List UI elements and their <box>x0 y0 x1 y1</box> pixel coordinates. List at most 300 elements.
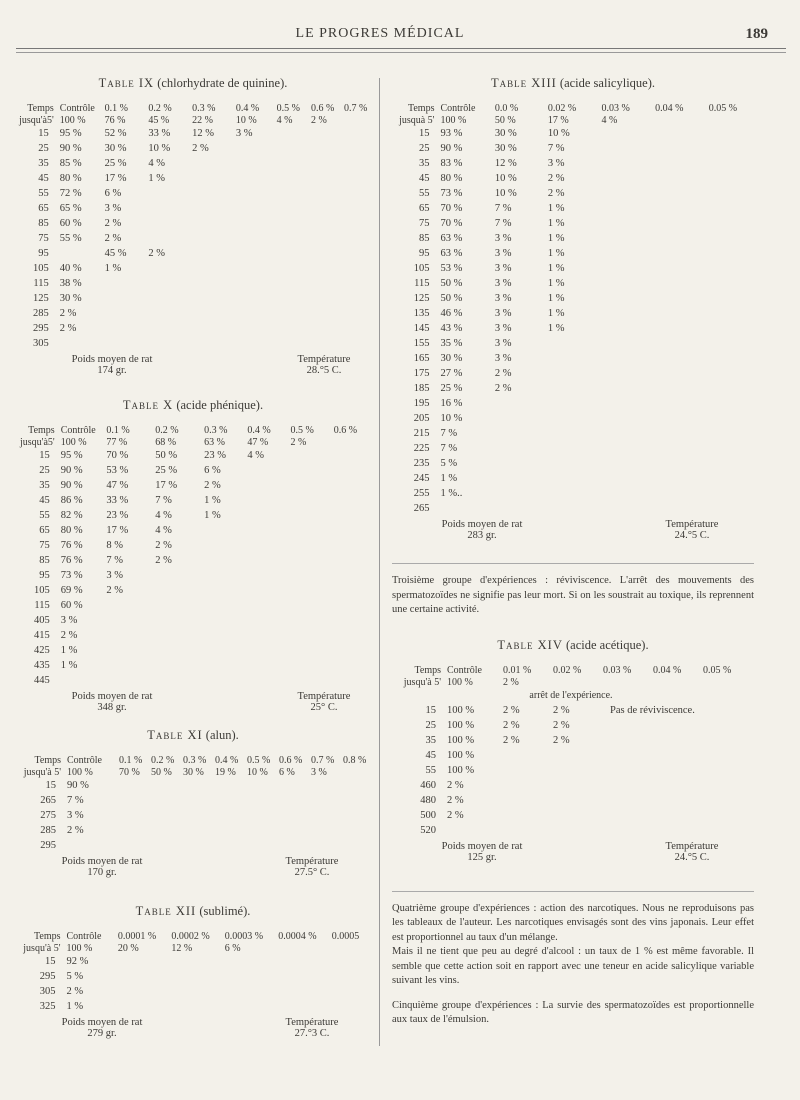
value-cell <box>492 442 545 457</box>
table-row <box>392 487 754 502</box>
time-cell: 285 <box>40 825 56 836</box>
value-cell <box>145 202 189 217</box>
value-cell <box>706 397 754 412</box>
initial-value: 76 % <box>104 115 126 126</box>
value-cell <box>331 479 374 494</box>
table-row <box>392 412 754 427</box>
value-cell: 2 % <box>447 794 464 806</box>
temperature-value: 27.5° C. <box>294 867 330 878</box>
value-cell: 1 % <box>204 510 221 521</box>
value-cell <box>308 157 341 172</box>
initial-value: 68 % <box>155 437 177 448</box>
time-cell: 65 <box>38 203 49 214</box>
time-cell: 500 <box>420 809 436 821</box>
value-cell <box>168 955 221 970</box>
value-cell <box>652 322 706 337</box>
value-cell <box>103 599 152 614</box>
initial-value <box>275 943 328 955</box>
value-cell <box>652 142 706 157</box>
time-cell: 105 <box>33 585 50 596</box>
column-header: 0.2 % <box>155 425 179 436</box>
table-row <box>12 1000 374 1015</box>
table-row <box>12 809 372 824</box>
value-cell <box>331 599 374 614</box>
value-cell: 33 % <box>106 495 129 506</box>
value-cell: 1 % <box>440 473 458 484</box>
column-header: 0.7 % <box>343 103 368 114</box>
value-cell: 3 % <box>494 248 512 259</box>
table-row <box>12 659 374 674</box>
temperature-label: Température <box>297 691 351 702</box>
column-header: 0.5 % <box>247 755 271 766</box>
value-cell: 6 % <box>104 188 122 199</box>
initial-value: 12 % <box>171 943 193 954</box>
value-cell <box>244 479 287 494</box>
value-cell <box>244 464 287 479</box>
value-cell: 7 % <box>547 143 565 154</box>
value-cell <box>288 554 331 569</box>
value-cell <box>341 337 374 352</box>
table-row <box>12 614 374 629</box>
value-cell <box>276 809 308 824</box>
value-cell <box>274 157 308 172</box>
value-cell: 76 % <box>60 555 83 566</box>
value-cell <box>274 292 308 307</box>
column-header: Temps <box>414 664 441 676</box>
table-row <box>12 157 374 172</box>
temperature-label: Température <box>665 840 719 852</box>
value-cell <box>145 307 189 322</box>
time-cell: 95 <box>38 248 49 259</box>
time-cell: 15 <box>38 128 49 139</box>
value-cell <box>288 539 331 554</box>
value-cell: 3 % <box>494 353 512 364</box>
value-cell <box>340 809 372 824</box>
value-cell <box>598 172 652 187</box>
value-cell <box>598 142 652 157</box>
value-cell <box>275 970 328 985</box>
value-cell <box>288 479 331 494</box>
value-cell <box>288 674 331 689</box>
table-title <box>12 76 374 91</box>
time-cell: 175 <box>413 368 430 379</box>
section-divider-2 <box>392 891 754 1028</box>
time-cell: 295 <box>40 840 56 851</box>
value-cell <box>500 779 550 794</box>
value-cell <box>598 397 652 412</box>
value-cell: 1 % <box>148 173 166 184</box>
table-number: Table X <box>122 398 174 412</box>
value-cell <box>102 277 146 292</box>
value-cell: 65 % <box>59 203 82 214</box>
value-cell <box>244 824 276 839</box>
header-row-initial <box>12 943 374 955</box>
value-cell <box>600 719 650 734</box>
value-cell <box>329 985 374 1000</box>
initial-value: 20 % <box>117 943 139 954</box>
value-cell <box>145 322 189 337</box>
value-cell <box>598 487 652 502</box>
initial-value <box>650 677 700 689</box>
initial-value: jusqu'à5' <box>19 437 55 448</box>
header-row-initial <box>12 767 372 779</box>
data-table <box>12 425 374 689</box>
value-cell <box>244 659 287 674</box>
value-cell: 2 % <box>447 779 464 791</box>
time-cell: 215 <box>413 428 430 439</box>
value-cell <box>201 674 244 689</box>
value-cell <box>189 187 233 202</box>
value-cell: 70 % <box>440 218 463 229</box>
value-cell: 30 % <box>104 143 127 154</box>
value-cell: 2 % <box>553 704 570 716</box>
table-row <box>12 970 374 985</box>
time-cell: 195 <box>413 398 430 409</box>
time-cell: 25 <box>38 143 49 154</box>
value-cell <box>598 427 652 442</box>
value-cell <box>652 382 706 397</box>
value-cell <box>244 524 287 539</box>
value-cell: 3 % <box>60 615 78 626</box>
column-header: 0.2 % <box>148 103 172 114</box>
value-cell <box>233 322 274 337</box>
time-cell: 75 <box>418 218 430 229</box>
value-cell <box>545 397 599 412</box>
value-cell <box>706 472 754 487</box>
table-row <box>12 779 372 794</box>
value-cell <box>145 262 189 277</box>
value-cell <box>341 172 374 187</box>
value-cell: 17 % <box>104 173 127 184</box>
value-cell <box>116 839 148 854</box>
value-cell: 17 % <box>155 480 178 491</box>
time-cell: 295 <box>33 323 49 334</box>
value-cell <box>145 337 189 352</box>
value-cell: 3 % <box>106 570 124 581</box>
weight-label: Poids moyen de rat <box>441 840 523 852</box>
value-cell <box>201 599 244 614</box>
initial-value: jusqu'à5' <box>19 115 54 126</box>
table-row <box>392 472 754 487</box>
temperature-value: 27.°3 C. <box>294 1028 330 1039</box>
value-cell <box>233 307 274 322</box>
value-cell <box>168 970 221 985</box>
value-cell <box>545 367 599 382</box>
table-row <box>392 779 750 794</box>
value-cell <box>180 809 212 824</box>
table-subject: (alun). <box>205 728 239 742</box>
value-cell <box>233 247 274 262</box>
value-cell: 47 % <box>106 480 129 491</box>
table-subject: (acide acétique). <box>566 637 649 652</box>
initial-value: 77 % <box>106 437 128 448</box>
value-cell <box>706 442 754 457</box>
value-cell <box>706 232 754 247</box>
value-cell <box>341 127 374 142</box>
value-cell <box>288 509 331 524</box>
value-cell <box>233 232 274 247</box>
value-cell <box>103 644 152 659</box>
value-cell <box>492 472 545 487</box>
paragraph-emulsion: Cinquième groupe d'expériences : La survie des spermatozoïdes est proportionnelle aux taux de l'émulsion. <box>392 999 754 1025</box>
value-cell: 2 % <box>503 704 520 716</box>
value-cell <box>244 629 287 644</box>
column-header: 0.0 % <box>494 103 519 114</box>
initial-value: 2 % <box>290 437 307 448</box>
initial-value: 100 % <box>66 943 93 954</box>
value-cell <box>276 839 308 854</box>
time-cell: 155 <box>413 338 430 349</box>
value-cell <box>180 794 212 809</box>
table-row <box>12 202 374 217</box>
table-row <box>392 262 754 277</box>
column-header: Temps <box>28 425 55 436</box>
value-cell: 2 % <box>59 308 77 319</box>
value-cell <box>706 337 754 352</box>
column-header: 0.4 % <box>235 103 260 114</box>
value-cell: 12 % <box>192 128 215 139</box>
column-header: 0.0001 % <box>117 931 157 942</box>
table-row <box>12 217 374 232</box>
table-row <box>392 704 750 719</box>
data-table <box>12 755 372 854</box>
value-cell <box>274 322 308 337</box>
value-cell: 1 % <box>547 278 565 289</box>
value-cell <box>545 382 599 397</box>
value-cell <box>550 779 600 794</box>
value-cell: 3 % <box>235 128 253 139</box>
time-cell: 95 <box>418 248 430 259</box>
value-cell <box>152 629 201 644</box>
value-cell <box>600 794 650 809</box>
value-cell: 7 % <box>440 428 458 439</box>
value-cell <box>341 187 374 202</box>
value-cell <box>274 172 308 187</box>
value-cell <box>706 292 754 307</box>
value-cell <box>652 472 706 487</box>
value-cell <box>652 352 706 367</box>
value-cell: 3 % <box>494 293 512 304</box>
value-cell <box>102 337 146 352</box>
value-cell <box>652 217 706 232</box>
value-cell <box>500 749 550 764</box>
value-cell <box>308 262 341 277</box>
value-cell: 23 % <box>106 510 129 521</box>
column-header: 0.2 % <box>151 755 175 766</box>
table-ix <box>12 76 374 388</box>
value-cell <box>600 824 650 839</box>
table-row <box>12 839 372 854</box>
value-cell <box>308 202 341 217</box>
value-cell <box>598 502 652 517</box>
value-cell <box>116 794 148 809</box>
initial-value: 30 % <box>183 767 204 778</box>
value-cell <box>152 599 201 614</box>
value-cell <box>201 584 244 599</box>
value-cell <box>180 839 212 854</box>
value-cell <box>212 779 244 794</box>
value-cell <box>222 970 275 985</box>
value-cell <box>152 584 201 599</box>
temperature-label: Température <box>665 519 719 530</box>
page-header <box>0 26 800 48</box>
value-cell: 1 % <box>547 263 565 274</box>
time-cell: 85 <box>418 233 430 244</box>
value-cell <box>308 232 341 247</box>
value-cell <box>233 142 274 157</box>
value-cell <box>274 262 308 277</box>
value-cell <box>706 352 754 367</box>
value-cell <box>152 569 201 584</box>
value-cell <box>706 307 754 322</box>
table-xiii <box>392 76 754 553</box>
table-row <box>392 292 754 307</box>
value-cell <box>148 824 180 839</box>
value-cell <box>308 839 340 854</box>
value-cell <box>652 442 706 457</box>
value-cell <box>152 659 201 674</box>
value-cell <box>706 187 754 202</box>
value-cell <box>288 464 331 479</box>
temperature-value: 28.°5 C. <box>306 365 342 376</box>
table-row <box>392 187 754 202</box>
value-cell <box>650 824 700 839</box>
table-row <box>12 494 374 509</box>
time-cell: 45 <box>38 173 49 184</box>
value-cell <box>168 985 221 1000</box>
value-cell <box>706 127 754 142</box>
value-cell <box>189 202 233 217</box>
value-cell <box>189 262 233 277</box>
value-cell: 7 % <box>67 795 84 806</box>
initial-value: 47 % <box>247 437 269 448</box>
value-cell: 2 % <box>104 218 122 229</box>
value-cell: 30 % <box>59 293 82 304</box>
value-cell <box>189 157 233 172</box>
value-cell <box>598 217 652 232</box>
value-cell <box>212 839 244 854</box>
table-row <box>12 247 374 262</box>
initial-value <box>706 115 754 127</box>
value-cell <box>600 734 650 749</box>
value-cell <box>329 970 374 985</box>
initial-value: 50 % <box>494 115 516 126</box>
table-row <box>392 502 754 517</box>
initial-value: 6 % <box>279 767 295 778</box>
time-cell: 15 <box>418 128 430 139</box>
time-cell: 520 <box>420 824 436 836</box>
value-cell: 50 % <box>155 450 178 461</box>
temperature-label: Température <box>285 1017 339 1028</box>
value-cell <box>152 644 201 659</box>
value-cell: 2 % <box>503 719 520 731</box>
value-cell: 10 % <box>440 413 463 424</box>
value-cell: 2 % <box>67 825 84 836</box>
value-cell: 52 % <box>104 128 127 139</box>
value-cell <box>308 779 340 794</box>
time-cell: 135 <box>413 308 430 319</box>
value-cell <box>341 307 374 322</box>
time-cell: 405 <box>33 615 50 626</box>
value-cell <box>201 659 244 674</box>
value-cell: 2 % <box>447 809 464 821</box>
time-cell: 125 <box>33 293 49 304</box>
initial-value <box>652 115 706 127</box>
initial-value: 10 % <box>247 767 268 778</box>
value-cell: 1 %.. <box>440 488 463 499</box>
value-cell: 45 % <box>104 248 127 259</box>
time-cell: 265 <box>40 795 56 806</box>
time-cell: 75 <box>39 540 50 551</box>
value-cell: 7 % <box>440 443 458 454</box>
header-row <box>12 103 374 115</box>
time-cell: 85 <box>38 218 49 229</box>
temperature-value: 25° C. <box>310 702 338 713</box>
value-cell <box>57 247 102 262</box>
value-cell: 90 % <box>59 143 82 154</box>
weight-value: 348 gr. <box>97 702 127 713</box>
time-cell: 35 <box>38 158 49 169</box>
value-cell <box>145 232 189 247</box>
time-cell: 25 <box>39 465 50 476</box>
table-title <box>392 638 754 653</box>
value-cell <box>340 794 372 809</box>
value-cell: 1 % <box>104 263 122 274</box>
value-cell <box>437 502 491 517</box>
value-cell <box>244 674 287 689</box>
value-cell <box>102 322 146 337</box>
page-number: 189 <box>745 26 768 42</box>
time-cell: 105 <box>33 263 49 274</box>
value-cell: 2 % <box>104 233 122 244</box>
value-cell <box>652 397 706 412</box>
table-row <box>12 307 374 322</box>
initial-value <box>700 677 750 689</box>
initial-value: 2 % <box>311 115 327 126</box>
table-row <box>12 127 374 142</box>
value-cell: 70 % <box>440 203 463 214</box>
value-cell <box>58 674 104 689</box>
value-cell: 2 % <box>503 734 520 746</box>
value-cell <box>308 217 341 232</box>
column-header: 0.04 % <box>655 103 684 114</box>
value-cell <box>545 427 599 442</box>
value-cell <box>341 202 374 217</box>
table-xii <box>12 904 374 1051</box>
value-cell: 80 % <box>440 173 463 184</box>
time-cell: 445 <box>33 675 50 686</box>
value-cell <box>274 277 308 292</box>
value-cell <box>444 824 500 839</box>
value-cell <box>233 337 274 352</box>
value-cell <box>650 794 700 809</box>
table-row <box>12 509 374 524</box>
table-row <box>392 367 754 382</box>
value-cell: 55 % <box>59 233 82 244</box>
value-cell <box>152 614 201 629</box>
table-number: Table XI <box>147 728 203 742</box>
value-cell <box>201 614 244 629</box>
value-cell <box>288 614 331 629</box>
table-row <box>12 985 374 1000</box>
table-number: Table XIII <box>491 76 557 90</box>
time-cell: 285 <box>33 308 49 319</box>
value-cell <box>492 397 545 412</box>
value-cell: 7 % <box>106 555 124 566</box>
initial-value: 45 % <box>148 115 170 126</box>
time-cell: 35 <box>418 158 430 169</box>
initial-value: 17 % <box>547 115 569 126</box>
